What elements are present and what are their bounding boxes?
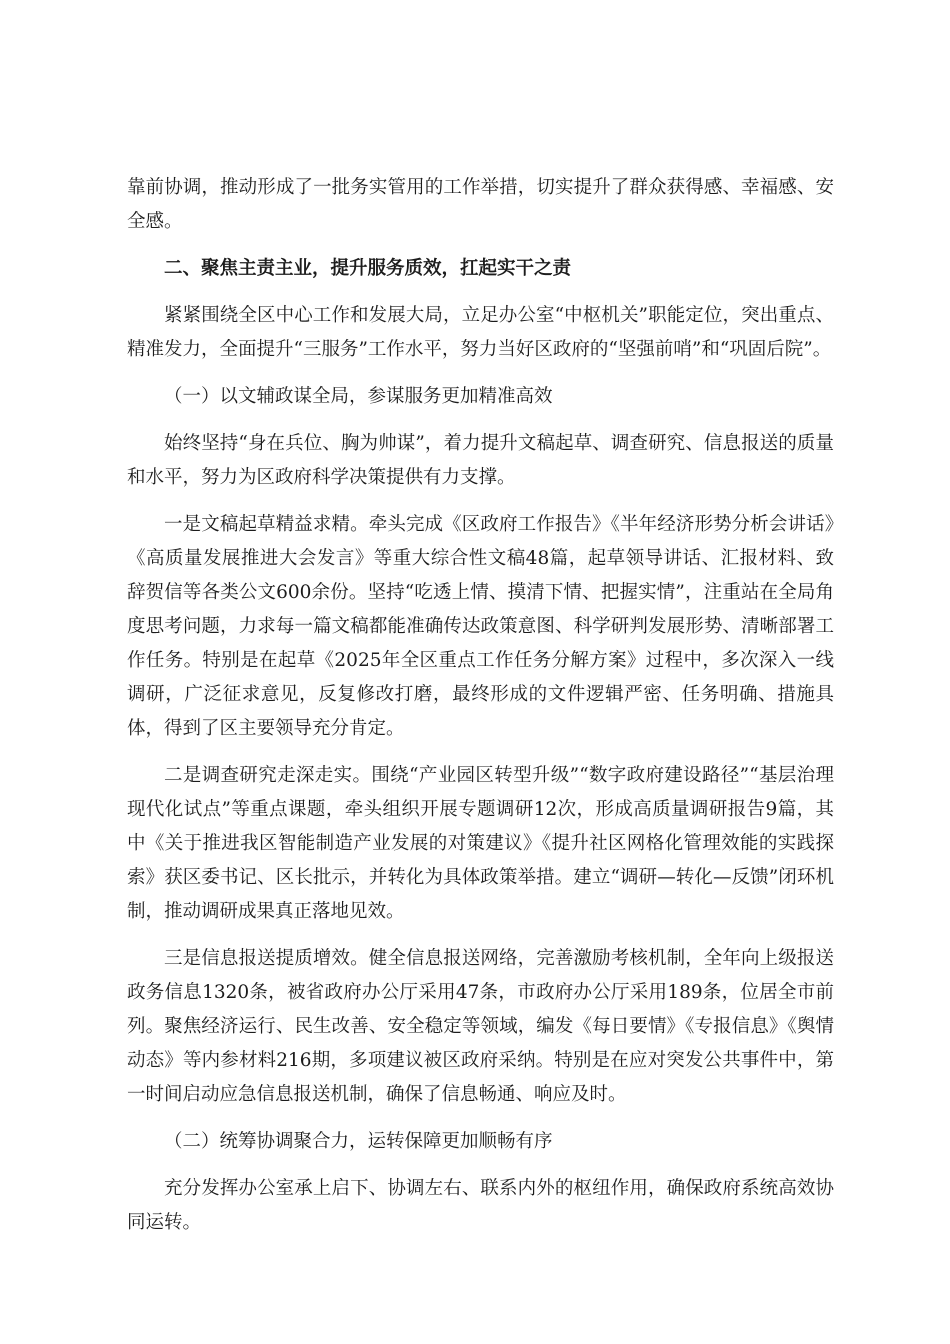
body-paragraph-drafting: 一是文稿起草精益求精。牵头完成《区政府工作报告》《半年经济形势分析会讲话》《高质量发展推进大会发言》等重大综合性文稿48篇，起草领导讲话、汇报材料、致辞贺信等各类公文600余份。坚持“吃透上情、摸清下情、把握实情”，注重站在全局角度思考问题，力求每一篇文稿都能准确传达政策意图、科学研判发展形势、清晰部署工作任务。特别是在起草《2025年全区重点工作任务分解方案》过程中，多次深入一线调研，广泛征求意见，反复修改打磨，最终形成的文件逻辑严密、任务明确、措施具体，得到了区主要领导充分肯定。 [127,514,834,739]
section-heading-2: 二、聚焦主责主业，提升服务质效，扛起实干之责 [164,258,572,279]
body-paragraph: 紧紧围绕全区中心工作和发展大局，立足办公室“中枢机关”职能定位，突出重点、精准发力，全面提升“三服务”工作水平，努力当好区政府的“坚强前哨”和“巩固后院”。 [127,305,834,360]
body-paragraph-information: 三是信息报送提质增效。健全信息报送网络，完善激励考核机制，全年向上级报送政务信息1320条，被省政府办公厅采用47条，市政府办公厅采用189条，位居全市前列。聚焦经济运行、民生改善、安全稳定等领域，编发《每日要情》《专报信息》《舆情动态》等内参材料216期，多项建议被区政府采纳。特别是在应对突发公共事件中，第一时间启动应急信息报送机制，确保了信息畅通、响应及时。 [127,948,834,1105]
subsection-heading-1: （一）以文辅政谋全局，参谋服务更加精准高效 [164,386,553,407]
body-paragraph: 始终坚持“身在兵位、胸为帅谋”，着力提升文稿起草、调查研究、信息报送的质量和水平，努力为区政府科学决策提供有力支撑。 [127,433,834,488]
subsection-heading-2: （二）统筹协调聚合力，运转保障更加顺畅有序 [164,1131,553,1152]
body-paragraph: 充分发挥办公室承上启下、协调左右、联系内外的枢纽作用，确保政府系统高效协同运转。 [127,1178,834,1233]
body-paragraph-research: 二是调查研究走深走实。围绕“产业园区转型升级”“数字政府建设路径”“基层治理现代化试点”等重点课题，牵头组织开展专题调研12次，形成高质量调研报告9篇，其中《关于推进我区智能制造产业发展的对策建议》《提升社区网格化管理效能的实践探索》获区委书记、区长批示，并转化为具体政策举措。建立“调研—转化—反馈”闭环机制，推动调研成果真正落地见效。 [127,765,834,922]
document-body [127,171,834,1253]
body-paragraph-continuation: 靠前协调，推动形成了一批务实管用的工作举措，切实提升了群众获得感、幸福感、安全感。 [127,177,834,232]
